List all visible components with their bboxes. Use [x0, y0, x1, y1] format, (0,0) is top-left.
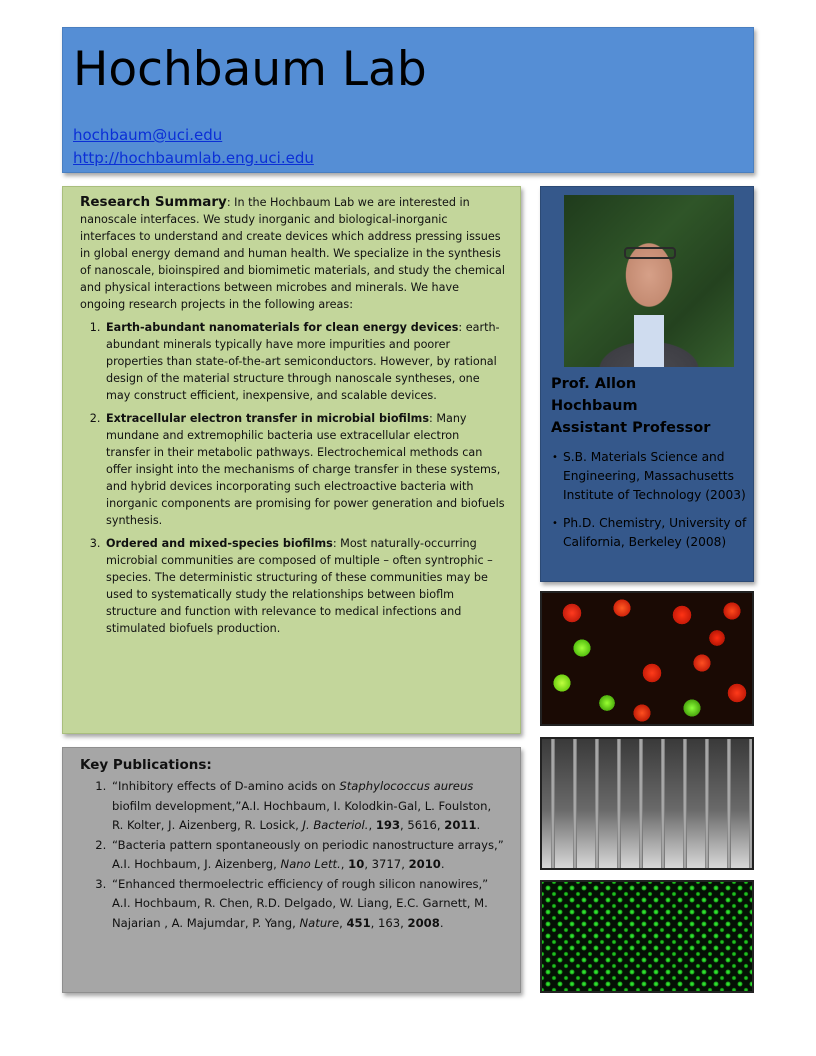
portrait-photo — [564, 195, 734, 367]
publication-title: “Inhibitory effects of D-amino acids on — [112, 779, 340, 793]
publication-title: “Enhanced thermoelectric efficiency of rough silicon nanowires,” A.I. Hochbaum, R. Chen, R.D. Delgado, W. Liang, E.C. Garnett, M. Najarian , A. Majumdar, P. Yang, — [112, 876, 489, 930]
research-summary-panel — [62, 186, 521, 734]
nanowire-array-image — [540, 737, 754, 870]
biofilm-fluorescence-image — [540, 591, 754, 726]
website-link[interactable]: http://hochbaumlab.eng.uci.edu — [73, 149, 314, 167]
research-area — [104, 319, 506, 404]
profile-name-line2: Hochbaum — [551, 398, 638, 414]
publication-year: 2008 — [407, 915, 440, 930]
page-title: Hochbaum Lab — [73, 42, 427, 97]
publication-separator: , — [368, 818, 376, 832]
publication-item — [110, 777, 506, 836]
degree-item: • Ph.D. Chemistry, University of California, Berkeley (2008) — [563, 514, 763, 552]
profile-name-line1: Prof. Allon — [551, 376, 637, 392]
publication-separator: , — [339, 915, 347, 930]
research-area-text: : Most naturally-occurring microbial communities are composed of multiple – often syntrophic – species. The deterministic structuring of these communities may be used to systematically study the relationships between bioflm structure and function with relevance to medical infections and stimulated biofuels production. — [106, 537, 493, 635]
publication-species: Staphylococcus aureus — [339, 779, 474, 793]
publication-pages: , 3717, — [364, 857, 409, 871]
publication-volume: 193 — [375, 818, 401, 832]
header-banner — [62, 27, 754, 173]
portrait-glasses — [624, 247, 676, 259]
portrait-shirt — [634, 315, 664, 367]
publication-journal: Nano Lett. — [280, 857, 341, 871]
research-area-text: : Many mundane and extremophilic bacteria use extracellular electron transfer in their metabolic pathways. Electrochemical methods can offer insight into the mechanisms of charge transfer in these systems, and hybrid devices incorporating such electroactive bacteria with inorganic components are promising for power generation and biofuels synthesis. — [106, 412, 505, 527]
publications-panel — [62, 747, 521, 993]
publications-heading: Key Publications: — [80, 757, 212, 773]
publication-end: . — [440, 857, 445, 871]
summary-intro — [80, 194, 506, 313]
publication-volume: 451 — [346, 915, 371, 930]
summary-heading: Research Summary — [80, 194, 227, 210]
publication-end: . — [439, 915, 444, 930]
publication-title: “Bacteria pattern spontaneously on periodic nanostructure arrays,” A.I. Hochbaum, J. Aizenberg, — [112, 837, 504, 871]
publications-list — [80, 777, 506, 933]
research-area-title: Ordered and mixed-species biofilms — [106, 537, 333, 550]
degrees-list — [551, 448, 763, 561]
bacteria-pattern-image — [540, 880, 754, 993]
publication-journal: J. Bacteriol. — [302, 818, 369, 832]
research-area — [104, 535, 506, 637]
research-area-text: : earth-abundant minerals typically have more impurities and poorer properties than state-of-the-art semiconductors. However, by rational design of the material structure through nanoscale syntheses, one may construct efficient, inexpensive, and scalable devices. — [106, 321, 500, 402]
publication-journal: Nature — [299, 915, 340, 930]
summary-intro-text: : In the Hochbaum Lab we are interested in nanoscale interfaces. We study inorganic and biological-inorganic interfaces to understand and create devices which address pressing issues in global energy demand and human health. We specialize in the synthesis of nanoscale, bioinspired and biomimetic materials, and study the chemical and physical interactions between microbes and minerals. We have ongoing research projects in the following areas: — [80, 196, 505, 311]
publication-volume: 10 — [348, 857, 365, 871]
publication-item — [110, 836, 506, 875]
email-link[interactable]: hochbaum@uci.edu — [73, 126, 223, 144]
publication-authors: biofilm development,”A.I. Hochbaum, I. Kolodkin-Gal, L. Foulston, R. Kolter, J. Aizenberg, R. Losick, — [112, 798, 492, 832]
research-area — [104, 410, 506, 529]
degree-item: • S.B. Materials Science and Engineering, Massachusetts Institute of Technology (2003) — [563, 448, 763, 505]
publication-year: 2011 — [444, 818, 477, 832]
publication-pages: , 163, — [370, 915, 408, 930]
publication-item — [110, 875, 506, 934]
research-area-title: Extracellular electron transfer in microbial biofilms — [106, 412, 429, 425]
publication-separator: , — [340, 857, 349, 871]
research-area-title: Earth-abundant nanomaterials for clean energy devices — [106, 321, 459, 334]
research-areas-list — [80, 319, 506, 637]
publication-year: 2010 — [408, 857, 441, 871]
profile-panel — [540, 186, 754, 582]
profile-name — [551, 373, 751, 439]
publication-pages: , 5616, — [400, 818, 445, 832]
publication-end: . — [476, 818, 481, 832]
profile-role: Assistant Professor — [551, 420, 711, 436]
